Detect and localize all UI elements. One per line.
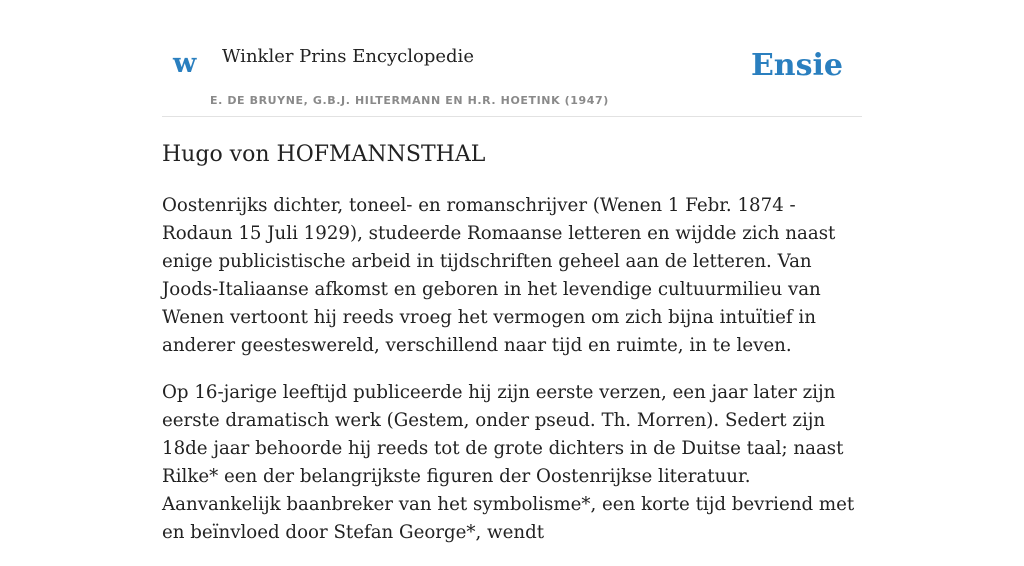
page-container [162, 0, 862, 543]
source-authors: E. DE BRUYNE, G.B.J. HILTERMANN EN H.R. HOETINK (1947) [210, 94, 609, 107]
source-logo[interactable]: w [173, 48, 197, 79]
ensie-logo[interactable]: Ensie [750, 48, 843, 83]
article-body [162, 192, 862, 566]
source-header [162, 0, 862, 117]
article-title: Hugo von HOFMANNSTHAL [162, 142, 486, 167]
article-paragraph: Op 16-jarige leeftijd publiceerde hij zijn eerste verzen, een jaar later zijn eerste dramatisch werk (Gestem, onder pseud. Th. Morren). Sedert zijn 18de jaar behoorde hij reeds tot de grote dichters in de Duitse taal; naast Rilke* een der belangrijkste figuren der Oostenrijkse literatuur. Aanvankelijk baanbreker van het symbolisme*, een korte tijd bevriend met en beïnvloed door Stefan George*, wendt [162, 382, 855, 543]
source-title-link[interactable]: Winkler Prins Encyclopedie [222, 46, 474, 67]
article-paragraph: Oostenrijks dichter, toneel- en romanschrijver (Wenen 1 Febr. 1874 - Rodaun 15 Juli 1929), studeerde Romaanse letteren en wijdde zich naast enige publicistische arbeid in tijdschriften geheel aan de letteren. Van Joods-Italiaanse afkomst en geboren in het levendige cultuurmilieu van Wenen vertoont hij reeds vroeg het vermogen om zich bijna intuïtief in anderer geesteswereld, verschillend naar tijd en ruimte, in te leven. [162, 195, 836, 356]
